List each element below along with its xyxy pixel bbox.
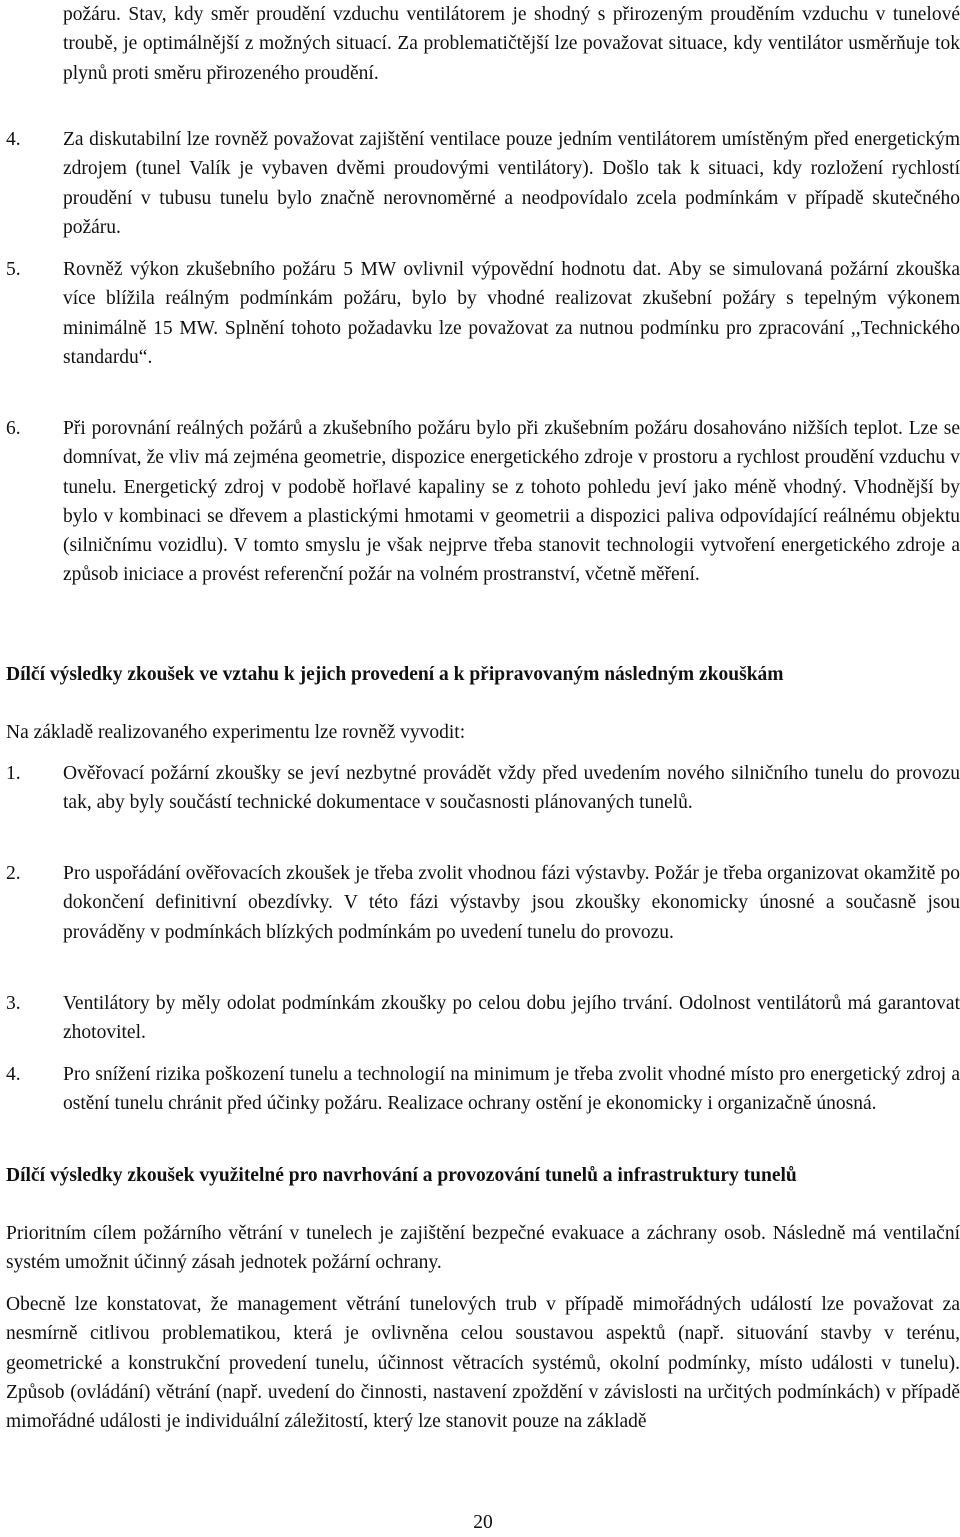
numbered-item-1: [6, 759, 960, 818]
paragraph-1: [6, 1219, 960, 1278]
list-number: 3.: [6, 993, 21, 1014]
list-item-text: Při porovnání reálných požárů a zkušebního požáru bylo při zkušebním požáru dosahováno nižších teplot. Lze se domnívat, že vliv má zejména geometrie, dispozice energetického zdroje v prostoru a rychlost proudění vzduchu v tunelu. Energetický zdroj v podobě hořlavé kapaliny se z tohoto pohledu jeví jako méně vhodný. Vhodnější by bylo v kombinaci se dřevem a plastickými hmotami v geometrii a dispozici paliva odpovídající reálnému objektu (silničnímu vozidlu). V tomto smyslu je však nejprve třeba stanovit technologii vytvoření energetického zdroje a způsob iniciace a provést referenční požár na volném prostranství, včetně měření.: [63, 418, 960, 586]
numbered-item-3: [6, 989, 960, 1048]
list-continuation: [6, 0, 960, 88]
list-number: 1.: [6, 763, 21, 784]
list-item: [6, 1060, 960, 1119]
list-item-text: Ověřovací požární zkoušky se jeví nezbytné provádět vždy před uvedením nového silničního tunelu do provozu tak, aby byly součástí technické dokumentace v současnosti plánovaných tunelů.: [63, 763, 960, 814]
list-item-text: Pro uspořádání ověřovacích zkoušek je třeba zvolit vhodnou fázi výstavby. Požár je třeba organizovat okamžitě po dokončení definitivní obezdívky. V této fázi výstavby jsou zkoušky ekonomicky únosné a současně jsou prováděny v podmínkách blízkých podmínkám po uvedení tunelu do provozu.: [63, 863, 960, 943]
list-number: 5.: [6, 259, 21, 280]
section-intro: [6, 718, 960, 747]
body-paragraph: Obecně lze konstatovat, že management větrání tunelových trub v případě mimořádných událostí lze považovat za nesmírně citlivou problematikou, která je ovlivněna celou soustavou aspektů (např. situování stavby v terénu, geometrické a konstrukční provedení tunelu, účinnost větracích systémů, okolní podmínky, místo události v tunelu). Způsob (ovládání) větrání (např. uvedení do činnosti, nastavení zpoždění v závislosti na určitých podmínkách) v případě mimořádné události je individuální záležitostí, který lze stanovit pouze na základě: [6, 1294, 960, 1433]
section-heading-2: [6, 1161, 960, 1190]
list-item-text: Rovněž výkon zkušebního požáru 5 MW ovlivnil výpovědní hodnotu dat. Aby se simulovaná požární zkouška více blížila reálným podmínkám požáru, bylo by vhodné realizovat zkušební požáry s tepelným výkonem minimálně 15 MW. Splnění tohoto požadavku lze považovat za nutnou podmínku pro zpracování ,,Technického standardu“.: [63, 259, 960, 368]
numbered-item-2: [6, 859, 960, 947]
document-page: [6, 0, 960, 1533]
numbered-item-4b: [6, 1060, 960, 1119]
section-heading-1: [6, 660, 960, 689]
numbered-item-6: [6, 414, 960, 590]
list-number: 2.: [6, 863, 21, 884]
list-item-3-continuation: požáru. Stav, kdy směr proudění vzduchu ventilátorem je shodný s přirozeným prouděním vzduchu v tunelové troubě, je optimálnější z možných situací. Za problematičtější lze považovat situace, kdy ventilátor usměrňuje tok plynů proti směru přirozeného proudění.: [63, 4, 960, 84]
numbered-item-4: [6, 125, 960, 242]
list-item-text: Za diskutabilní lze rovněž považovat zajištění ventilace pouze jedním ventilátorem umístěným před energetickým zdrojem (tunel Valík je vybaven dvěmi proudovými ventilátory). Došlo tak k situaci, kdy rozložení rychlostí proudění v tubusu tunelu bylo značně nerovnoměrné a neodpovídalo zcela podmínkám v případě skutečného požáru.: [63, 129, 960, 238]
list-item: [6, 255, 960, 372]
page-number: 20: [473, 1512, 493, 1533]
list-number: 4.: [6, 129, 21, 150]
body-paragraph: Prioritním cílem požárního větrání v tunelech je zajištění bezpečné evakuace a záchrany osob. Následně má ventilační systém umožnit účinný zásah jednotek požární ochrany.: [6, 1223, 960, 1274]
list-item-text: Ventilátory by měly odolat podmínkám zkoušky po celou dobu jejího trvání. Odolnost ventilátorů má garantovat zhotovitel.: [63, 993, 960, 1044]
list-number: 6.: [6, 418, 21, 439]
section-heading: Dílčí výsledky zkoušek využitelné pro navrhování a provozování tunelů a infrastruktury tunelů: [6, 1165, 797, 1186]
list-item: [6, 989, 960, 1048]
intro-paragraph: Na základě realizovaného experimentu lze rovněž vyvodit:: [6, 722, 466, 743]
list-item: [6, 125, 960, 242]
list-number: 4.: [6, 1064, 21, 1085]
list-item: [6, 414, 960, 590]
list-item: [6, 859, 960, 947]
numbered-item-5: [6, 255, 960, 372]
list-item-text: Pro snížení rizika poškození tunelu a technologií na minimum je třeba zvolit vhodné místo pro energetický zdroj a ostění tunelu chránit před účinky požáru. Realizace ochrany ostění je ekonomicky i organizačně únosná.: [63, 1064, 960, 1115]
paragraph-2: [6, 1290, 960, 1436]
list-item: [6, 759, 960, 818]
section-heading: Dílčí výsledky zkoušek ve vztahu k jejich provedení a k připravovaným následným zkouškám: [6, 664, 784, 685]
